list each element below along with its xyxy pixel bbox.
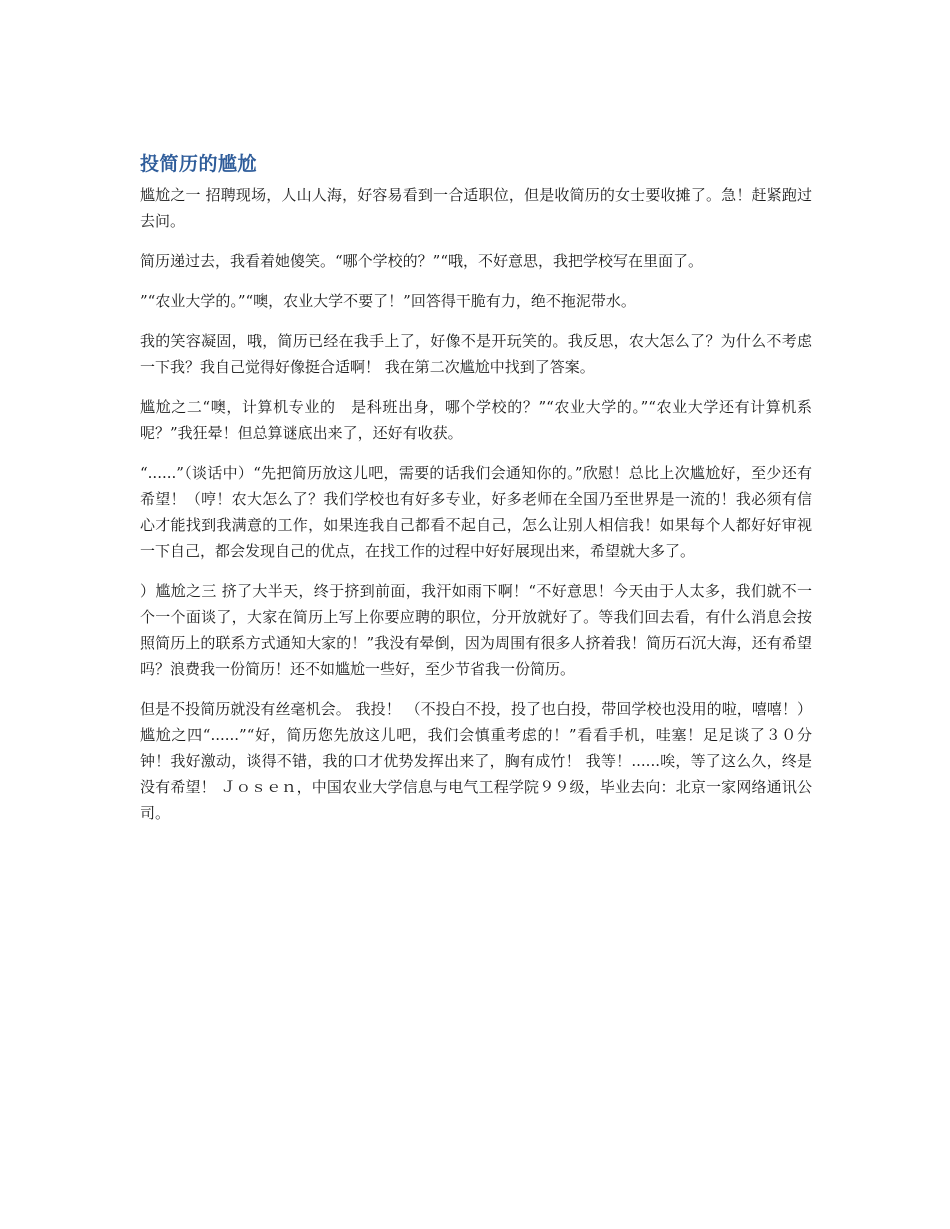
paragraph: ）尴尬之三 挤了大半天，终于挤到前面，我汗如雨下啊！“不好意思！今天由于人太多，我们就不一个一个面谈了，大家在简历上写上你要应聘的职位，分开放就好了。等我们回去看，有什么消息会按照简历上的联系方式通知大家的！”我没有晕倒，因为周围有很多人挤着我！简历石沉大海，还有希望吗？浪费我一份简历！还不如尴尬一些好，至少节省我一份简历。 <box>140 582 812 678</box>
paragraph: 但是不投简历就没有丝毫机会。 我投！ （不投白不投，投了也白投，带回学校也没用的啦，嘻嘻！） 尴尬之四“......”“好，简历您先放这儿吧，我们会慎重考虑的！”看看手机，哇塞！足足谈了３０分钟！我好激动，谈得不错，我的口才优势发挥出来了，胸有成竹！ 我等！......唉，等了这么久，终是没有希望！ Ｊｏｓｅｎ，中国农业大学信息与电气工程学院９９级，毕业去向：北京一家网络通讯公司。 <box>140 700 812 822</box>
paragraph: “......”（谈话中）“先把简历放这儿吧，需要的话我们会通知你的。”欣慰！总比上次尴尬好，至少还有希望！（哼！农大怎么了？我们学校也有好多专业，好多老师在全国乃至世界是一流的！我必须有信心才能找到我满意的工作，如果连我自己都看不起自己，怎么让别人相信我！如果每个人都好好审视一下自己，都会发现自己的优点，在找工作的过程中好好展现出来，希望就大多了。 <box>140 464 812 560</box>
document-title: 投简历的尴尬 <box>140 153 258 175</box>
document-body <box>140 150 812 840</box>
paragraph: 尴尬之一 招聘现场，人山人海，好容易看到一合适职位，但是收简历的女士要收摊了。急！赶紧跑过去问。 <box>140 186 812 230</box>
paragraph: 简历递过去，我看着她傻笑。“哪个学校的？”“哦，不好意思，我把学校写在里面了。 <box>140 252 704 270</box>
paragraph: ”“农业大学的。”“噢，农业大学不要了！”回答得干脆有力，绝不拖泥带水。 <box>140 292 636 310</box>
paragraph: 尴尬之二“噢，计算机专业的 是科班出身，哪个学校的？”“农业大学的。”“农业大学还有计算机系呢？”我狂晕！但总算谜底出来了，还好有收获。 <box>140 398 812 442</box>
paragraph: 我的笑容凝固，哦，简历已经在我手上了，好像不是开玩笑的。我反思，农大怎么了？为什么不考虑一下我？我自己觉得好像挺合适啊！ 我在第二次尴尬中找到了答案。 <box>140 332 812 376</box>
